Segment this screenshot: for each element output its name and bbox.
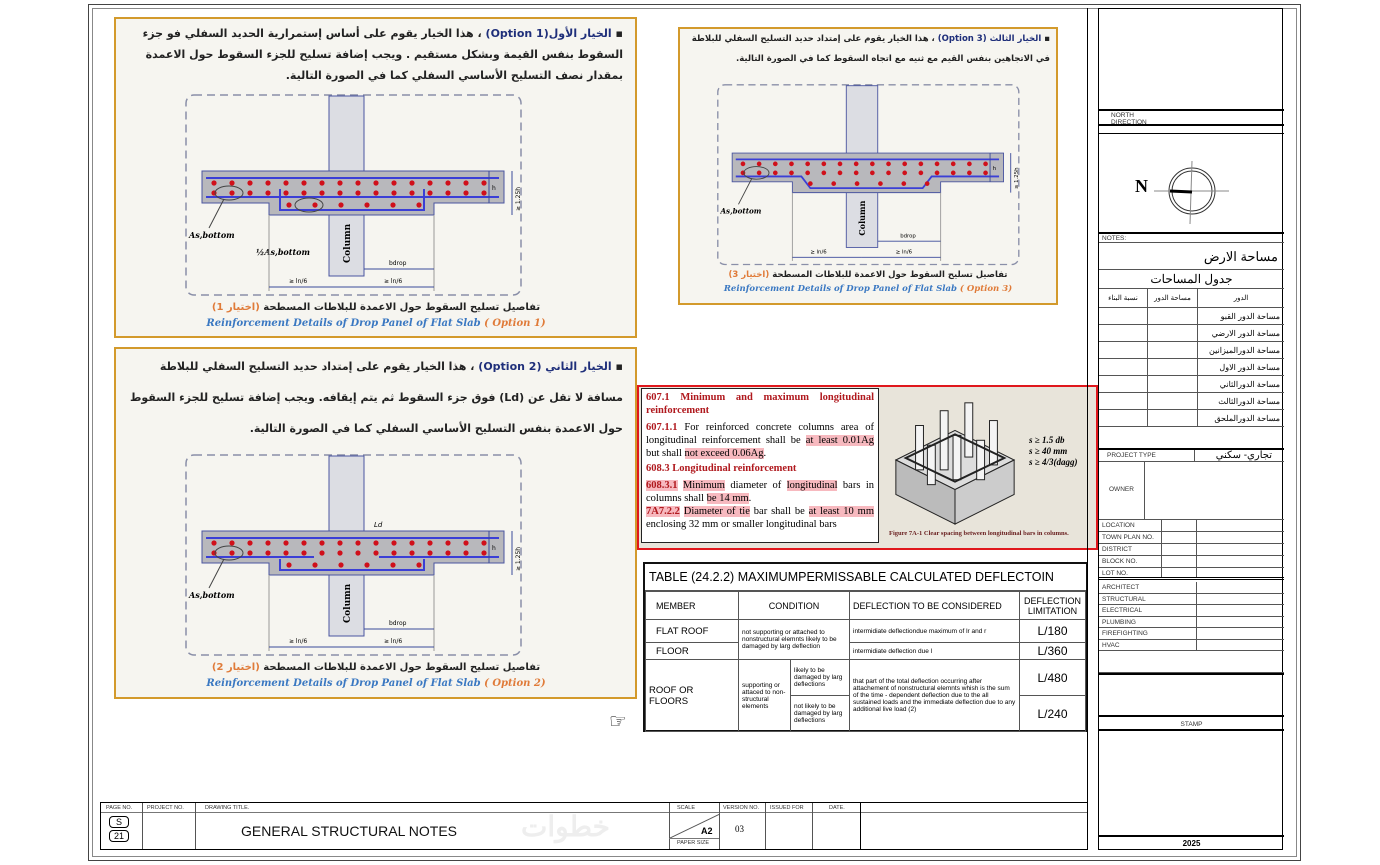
consultant-row [1099, 628, 1284, 640]
rebar-dot [427, 180, 432, 185]
rebar-dot [831, 181, 836, 186]
location-row [1099, 556, 1284, 568]
deflection-table-title: TABLE (24.2.2) MAXIMUMPERMISSABLE CALCULATED DEFLECTOIN [645, 564, 1086, 591]
spacing-rules: s ≥ 1.5 db s ≥ 40 mm s ≥ 4/3(dagg) [1029, 435, 1078, 467]
option2-drawing [184, 453, 529, 659]
drawing-title: GENERAL STRUCTURAL NOTES [241, 823, 457, 839]
option3-text: ▪ الخيار الثالث (Option 3) ، هذا الخيار يقوم على إمتداد حديد التسليح السفلي للبلاطة في الاتجاهين بنفس القيم مع ثنيه مع اتجاه السقوط كما في الصورة التالية. [691, 34, 1050, 64]
option2-caption-ar: تفاصيل تسليح السقوط حول الاعمدة للبلاطات المسطحة (اختيار 2) [211, 662, 541, 673]
project-type-value: تجاري- سكني [1194, 450, 1284, 461]
location-label: LOT NO. [1102, 570, 1128, 577]
rebar-dot [463, 180, 468, 185]
rebar-dot [427, 540, 432, 545]
area-row [1099, 359, 1284, 376]
rebar-dot [445, 190, 450, 195]
rebar-dot [211, 180, 216, 185]
rebar-dot [773, 162, 778, 167]
rebar-dot [229, 550, 234, 555]
option2-text: ▪ الخيار الثاني (Option 2) ، هذا الخيار يقوم على إمتداد حديد التسليح السفلي للبلاطة مسافة لا تقل عن (Ld) فوق جزء السقوط ثم يتم إيقافه. ويجب إضافة تسليح للجزء السقوط حول الاعمدة بنفس التسليح الأساسي السفلي كما في الصورة التالية. [129, 360, 623, 435]
rebar-dot [338, 202, 343, 207]
rebar-dot [337, 190, 342, 195]
location-field[interactable] [1161, 532, 1162, 543]
as-bottom-label: As,bottom [189, 230, 235, 240]
north-letter: N [1135, 176, 1148, 196]
area-row [1099, 393, 1284, 410]
location-label: BLOCK NO. [1102, 558, 1138, 565]
rebar-dot [355, 180, 360, 185]
header-condition: CONDITION [739, 592, 850, 620]
half-as-label: ½As,bottom [256, 247, 310, 257]
notes-label: NOTES: [1099, 234, 1284, 243]
rebar-dot [373, 540, 378, 545]
floor-name: مساحة الدور القبو [1220, 312, 1280, 321]
area-row [1099, 410, 1284, 427]
rebar-dot [967, 162, 972, 167]
ln6-label: ≥ ln/6 [810, 249, 827, 256]
rebar-dot [373, 180, 378, 185]
rebar-dot [409, 540, 414, 545]
area-header-floor-area: مساحة الدور [1147, 289, 1197, 307]
member-roof-or-floors: ROOF OR FLOORS [646, 660, 739, 732]
consultant-row [1099, 617, 1284, 629]
h-label: h [492, 545, 496, 552]
rebar-dot [312, 562, 317, 567]
area-header-ratio: نسبة البناء [1108, 295, 1138, 302]
rebar-dot [247, 190, 252, 195]
rebar-dot [319, 190, 324, 195]
rebar-dot [391, 180, 396, 185]
bdrop-label: bdrop [389, 620, 407, 627]
figure-caption: Figure 7A-1 Clear spacing between longitudinal bars in columns. [889, 530, 1069, 537]
owner-label: OWNER [1109, 486, 1134, 493]
option3-caption-ar: تفاصيل تسليح السقوط حول الاعمدة للبلاطات المسطحة (اختيار 3) [728, 270, 1008, 280]
north-arrow-icon [1154, 156, 1229, 226]
title-block-column [1098, 8, 1283, 850]
column-bars-figure [885, 391, 1025, 529]
rebar-dot [789, 162, 794, 167]
drawing-group [718, 85, 1020, 265]
ln6-label: ≥ ln/6 [289, 638, 308, 645]
rebar-dot [301, 550, 306, 555]
rebar-dot [338, 562, 343, 567]
pointing-hand-icon: ☞ [609, 709, 627, 733]
rebar-dot [301, 190, 306, 195]
floor-name: مساحة الدور الاول [1219, 363, 1280, 372]
location-row [1099, 520, 1284, 532]
drawing-title-label: DRAWING TITLE. [205, 805, 250, 811]
rebar-dot [481, 540, 486, 545]
rebar-dot [391, 540, 396, 545]
option3-caption-en: Reinforcement Details of Drop Panel of Flat Slab ( Option 3) [723, 284, 1013, 294]
rebar-dot [427, 190, 432, 195]
location-label: TOWN PLAN NO. [1102, 534, 1154, 541]
location-value[interactable] [1196, 544, 1197, 555]
h-label: h [992, 166, 997, 173]
rebar-dot [821, 171, 826, 176]
date-label: DATE. [829, 805, 845, 811]
spacer-row [1099, 126, 1284, 134]
version-label: VERSION NO. [723, 805, 760, 811]
rebar-dot [757, 171, 762, 176]
rebar-dot [445, 180, 450, 185]
h125-label: ≥ 1.25h [515, 186, 522, 211]
consultant-label: ELECTRICAL [1102, 607, 1143, 614]
rebar-dot [983, 171, 988, 176]
land-area-label: مساحة الارض [1099, 243, 1284, 270]
rebar-dot [319, 550, 324, 555]
limit-flat-roof: L/180 [1020, 620, 1086, 643]
consultant-row [1099, 582, 1284, 594]
rebar-dot [805, 162, 810, 167]
rebar-dot [229, 190, 234, 195]
rebar-dot [870, 162, 875, 167]
watermark-logo: خطوات [521, 811, 610, 842]
ln6-label: ≥ ln/6 [895, 249, 913, 256]
rebar-dot [364, 202, 369, 207]
rebar-dot [463, 540, 468, 545]
option3-title: الخيار الثالث (Option 3) [937, 34, 1042, 44]
header-member: MEMBER [646, 592, 739, 620]
h-label: h [492, 185, 496, 192]
project-no-label: PROJECT NO. [147, 805, 184, 811]
consultant-field[interactable] [1196, 617, 1197, 628]
rebar-dot [409, 190, 414, 195]
rebar-dot [391, 550, 396, 555]
as-bottom-label: As,bottom [720, 206, 762, 216]
option1-body: ، هذا الخيار يقوم على أساس إستمرارية الحديد السفلي فو جزء السقوط بنفس القيمة وبشكل مستقيم . ويجب إضافة تسليح للجزء السقوط حول الاعمدة بمقدار نصف التسليح الأساسي السفلي كما في الصورة التالية. [142, 27, 623, 82]
rebar-dot [286, 202, 291, 207]
rebar-dot [886, 171, 891, 176]
rebar-dot [919, 171, 924, 176]
rebar-dot [757, 162, 762, 167]
ld-label: Ld [374, 521, 383, 529]
header-deflection: DEFLECTION TO BE CONSIDERED [850, 592, 1020, 620]
page-number: 21 [109, 830, 129, 842]
rebar-dot [390, 202, 395, 207]
rebar-dot [391, 190, 396, 195]
consultant-field[interactable] [1196, 605, 1197, 616]
location-row [1099, 568, 1284, 580]
location-field[interactable] [1161, 568, 1162, 577]
deflection-table [643, 562, 1088, 732]
blank-row [1099, 651, 1284, 673]
deflection-flat-roof: intermidiate deflectiondue maximum of lr and r [850, 620, 1020, 643]
code-para-607-1-1: 607.1.1 For reinforced concrete columns area of longitudinal reinforcement shall be at least 0.01Ag but shall not exceed 0.06Ag. [646, 422, 875, 459]
consultant-label: FIREFIGHTING [1102, 630, 1148, 637]
column-label: Column [343, 223, 353, 263]
location-field[interactable] [1161, 520, 1162, 531]
consultant-row [1099, 594, 1284, 606]
rebar-dot [355, 550, 360, 555]
rebar-dot [283, 180, 288, 185]
rebar-dot [901, 181, 906, 186]
ln6-label: ≥ ln/6 [289, 278, 308, 285]
consultant-label: STRUCTURAL [1102, 595, 1146, 603]
area-row [1099, 325, 1284, 342]
location-row [1099, 544, 1284, 556]
rebar-dot [935, 162, 940, 167]
floor-name: مساحة الدورالميزانين [1209, 346, 1280, 355]
rebar-dot [481, 550, 486, 555]
rebar-dot [337, 550, 342, 555]
rebar-dot [301, 180, 306, 185]
consultant-field[interactable] [1196, 582, 1197, 593]
h125-label: ≥ 1.25h [515, 546, 522, 571]
floor-name: مساحة الدورالثالث [1218, 397, 1280, 406]
consultant-field[interactable] [1196, 628, 1197, 639]
project-type-label: PROJECT TYPE [1107, 452, 1156, 459]
code-excerpt-box [637, 385, 1098, 550]
option3-body: ، هذا الخيار يقوم على إمتداد حديد التسليح السفلي للبلاطة في الاتجاهين بنفس القيم مع ثنيه مع اتجاه السقوط كما في الصورة التالية. [691, 34, 1050, 64]
floor-name: مساحة الدور الارضي [1211, 329, 1280, 338]
rebar-dot [337, 180, 342, 185]
rebar-dot [919, 162, 924, 167]
blank-box [1099, 673, 1284, 717]
option3-panel [678, 27, 1058, 305]
scale-label: SCALE [677, 805, 696, 811]
rebar-dot [390, 562, 395, 567]
consultant-label: HVAC [1102, 641, 1120, 649]
column-label: Column [857, 200, 868, 236]
rebar-dot [967, 171, 972, 176]
header-limitation: DEFLECTION LIMITATION [1020, 592, 1086, 620]
rebar-dot [337, 540, 342, 545]
rebar-dot [445, 540, 450, 545]
rebar-dot [741, 162, 746, 167]
option2-panel [114, 347, 637, 699]
logo-box [1099, 9, 1284, 111]
member-floor: FLOOR [646, 643, 739, 660]
rebar-dot [855, 181, 860, 186]
rebar-dot [409, 550, 414, 555]
consultant-label: PLUMBING [1102, 618, 1136, 626]
rebar-dot [854, 162, 859, 167]
rebar-dot [416, 562, 421, 567]
north-arrow-box [1099, 134, 1284, 234]
code-heading-608: 608.3 Longitudinal reinforcement [646, 463, 797, 474]
consultant-field[interactable] [1196, 640, 1197, 651]
rebar-dot [445, 550, 450, 555]
issued-for-label: ISSUED FOR [770, 805, 804, 811]
condition-likely-damaged: likely to be damaged by larg deflections [791, 660, 850, 696]
rebar-dot [463, 190, 468, 195]
option1-caption-ar: تفاصيل تسليح السقوط حول الاعمدة للبلاطات المسطحة (اختيار 1) [211, 302, 541, 313]
owner-row [1099, 462, 1284, 520]
area-row [1099, 308, 1284, 325]
rebar-dot [247, 180, 252, 185]
location-value[interactable] [1196, 520, 1197, 531]
option3-drawing [716, 83, 1026, 268]
floor-name: مساحة الدورالملحق [1214, 414, 1280, 423]
consultant-row [1099, 605, 1284, 617]
condition-not-supporting: not supporting or attached to nonstructural elemnts likely to be damaged by larg deflection [739, 620, 850, 660]
rebar-dot [925, 181, 930, 186]
consultant-row [1099, 640, 1284, 652]
consultant-field[interactable] [1196, 594, 1197, 605]
rebar-dot [773, 171, 778, 176]
rebar-dot [983, 162, 988, 167]
option1-drawing [184, 93, 529, 299]
location-label: LOCATION [1102, 522, 1135, 529]
deflection-roof-or-floors: that part of the total deflection occurring after attachement of nonstructural elemnts whish is the sum of the time - dependent deflection due to the all sustained loads and the immediate deflection due to any additional live load (2) [850, 660, 1020, 732]
option1-caption-en: Reinforcement Details of Drop Panel of Flat Slab ( Option 1) [206, 318, 546, 329]
bottom-title-block [100, 802, 1088, 850]
rebar-dot [247, 550, 252, 555]
version-value: 03 [735, 824, 744, 834]
rebar-dot [886, 162, 891, 167]
rebar-dot [229, 180, 234, 185]
rebar-dot [364, 562, 369, 567]
rebar-dot [211, 540, 216, 545]
location-value[interactable] [1196, 556, 1197, 567]
code-text [641, 388, 879, 543]
ln6-label: ≥ ln/6 [384, 638, 403, 645]
rebar-dot [265, 550, 270, 555]
rebar-dot [301, 540, 306, 545]
deflection-floor: intermidiate deflection due l [850, 643, 1020, 660]
rebar-dot [409, 180, 414, 185]
rebar-dot [951, 162, 956, 167]
rebar-dot [319, 180, 324, 185]
rebar-dot [373, 190, 378, 195]
rebar-dot [854, 171, 859, 176]
north-direction-row [1099, 111, 1284, 126]
location-field[interactable] [1161, 544, 1162, 555]
rebar-dot [870, 171, 875, 176]
member-flat-roof: FLAT ROOF [646, 620, 739, 643]
rebar-dot [283, 190, 288, 195]
rebar-dot [935, 171, 940, 176]
page-letter: S [109, 816, 129, 828]
location-value[interactable] [1196, 532, 1197, 543]
floor-name: مساحة الدورالثاني [1219, 380, 1280, 389]
condition-not-likely-damaged: not likely to be damaged by larg deflections [791, 696, 850, 732]
rebar-dot [416, 202, 421, 207]
owner-field [1144, 462, 1145, 519]
rebar-dot [878, 181, 883, 186]
ln6-label: ≥ ln/6 [384, 278, 403, 285]
option1-panel [114, 17, 637, 338]
limit-floor: L/360 [1020, 643, 1086, 660]
condition-supporting: supporting or attaced to non-structural elements [739, 660, 791, 732]
rebar-dot [355, 190, 360, 195]
rebar-dot [283, 540, 288, 545]
rebar-dot [355, 540, 360, 545]
code-para-7a7-2-2: 7A7.2.2 Diameter of tie bar shall be at least 10 mm enclosing 32 mm or smaller longitudinal bars [646, 506, 875, 530]
rebar-dot [265, 540, 270, 545]
rebar-dot [286, 562, 291, 567]
paper-size-value: A2 [701, 826, 713, 836]
rebar-dot [902, 171, 907, 176]
rebar-dot [373, 550, 378, 555]
rebar-dot [805, 171, 810, 176]
rebar-dot [229, 540, 234, 545]
project-type-row [1099, 448, 1284, 462]
location-row [1099, 532, 1284, 544]
rebar-dot [821, 162, 826, 167]
rebar-dot [463, 550, 468, 555]
limit-not-likely-damaged: L/240 [1020, 696, 1086, 732]
consultant-label: ARCHITECT [1102, 584, 1140, 591]
limit-likely-damaged: L/480 [1020, 660, 1086, 696]
location-field[interactable] [1161, 556, 1162, 567]
area-row [1099, 342, 1284, 359]
bdrop-label: bdrop [389, 260, 407, 267]
area-row [1099, 376, 1284, 393]
drawing-group [186, 455, 522, 655]
rebar-dot [951, 171, 956, 176]
rebar-dot [808, 181, 813, 186]
code-para-608-3-1: 608.3.1 Minimum diameter of longitudinal bars in columns shall be 14 mm. [646, 480, 875, 504]
areas-header-row [1099, 289, 1284, 308]
as-bottom-label: As,bottom [189, 590, 235, 600]
option1-text: ▪ الخيار الأول(Option 1) ، هذا الخيار يقوم على أساس إستمرارية الحديد السفلي فو جزء السقوط بنفس القيمة وبشكل مستقيم . ويجب إضافة تسليح للجزء السقوط حول الاعمدة بمقدار نصف التسليح الأساسي السفلي كما في الصورة التالية. [142, 27, 623, 82]
rebar-dot [265, 190, 270, 195]
areas-table-title: جدول المساحات [1099, 270, 1284, 289]
rebar-dot [789, 171, 794, 176]
rebar-dot [902, 162, 907, 167]
paper-size-label: PAPER SIZE [677, 840, 709, 846]
option2-title: الخيار الثاني (Option 2) [478, 360, 612, 373]
rebar-dot [838, 162, 843, 167]
rebar-dot [247, 540, 252, 545]
year-label: 2025 [1099, 835, 1284, 851]
page-no-label: PAGE NO. [106, 805, 133, 811]
rebar-dot [319, 540, 324, 545]
option2-caption-en: Reinforcement Details of Drop Panel of Flat Slab ( Option 2) [206, 678, 546, 689]
column-label: Column [343, 583, 353, 623]
location-label: DISTRICT [1102, 546, 1132, 553]
rebar-dot [283, 550, 288, 555]
code-heading-607: 607.1 Minimum and maximum longitudinal reinforcement [646, 392, 874, 416]
h125-label: ≥ 1.25h [1013, 167, 1020, 190]
area-header-floor: الدور [1197, 289, 1284, 307]
option1-title: الخيار الأول(Option 1) [485, 27, 612, 40]
option2-body: ، هذا الخيار يقوم على إمتداد حديد التسليح السفلي للبلاطة مسافة لا تقل عن (Ld) فوق جزء السقوط ثم يتم إيقافه. ويجب إضافة تسليح للجزء السقوط حول الاعمدة بنفس التسليح الأساسي السفلي كما في الصورة التالية. [129, 360, 623, 435]
location-value[interactable] [1196, 568, 1197, 577]
rebar-dot [838, 171, 843, 176]
rebar-dot [265, 180, 270, 185]
rebar-dot [427, 550, 432, 555]
rebar-dot [481, 180, 486, 185]
drawing-group [186, 95, 522, 295]
bdrop-label: bdrop [900, 233, 916, 240]
title-block-divider [1087, 8, 1088, 850]
rebar-dot [481, 190, 486, 195]
north-direction-label: NORTH DIRECTION [1111, 112, 1147, 126]
stamp-label: STAMP [1099, 719, 1284, 731]
rebar-dot [312, 202, 317, 207]
